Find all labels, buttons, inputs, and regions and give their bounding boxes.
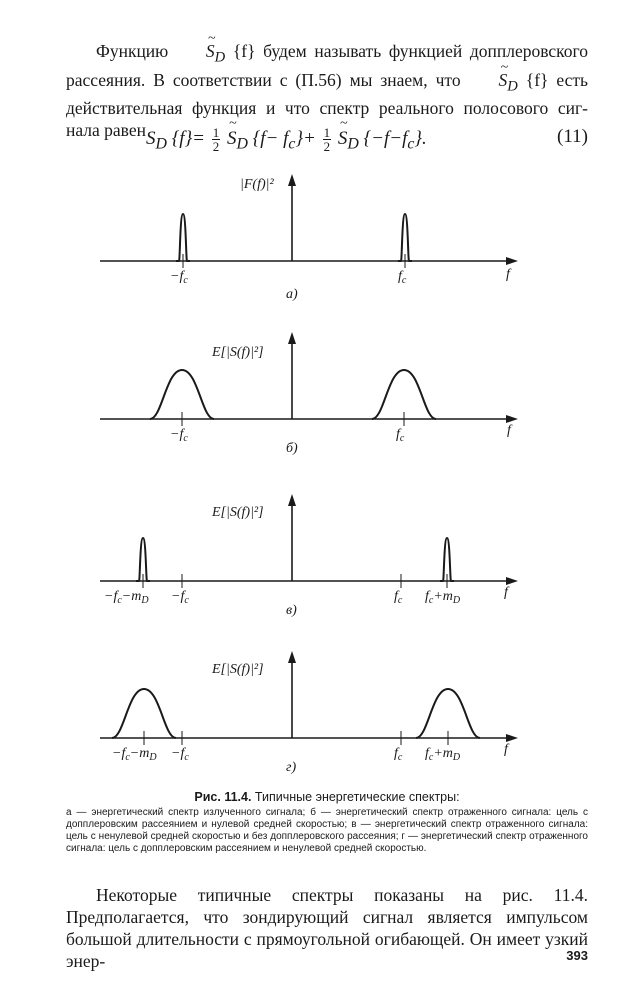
label-pos-fc: $f_c$ [398,269,407,286]
s-subscript-2: D [507,78,518,94]
eq-s-tilde-2: ~ S [338,128,348,150]
intro-line1-end: {f} будем называть функцией допплеровского [232,41,589,61]
intro-line4: нала равен [66,120,146,140]
s-tilde-symbol: ~ S [176,40,215,62]
y-axis-label: E[|S(f)|²] [212,345,264,360]
label-pos-fc-md: $f_c+m_D$ [425,589,461,606]
eq-fraction-2: $\frac{1}{2}$ [323,125,331,154]
spectrum-lobe-neg [112,689,176,738]
spectrum-peak-pos [398,214,412,261]
y-axis-label: E[|S(f)|²] [212,505,264,520]
eq-lhs-arg: {f}= [171,127,205,149]
eq-term1-end: }+ [295,127,316,149]
s-tilde-symbol-2: ~ S [469,69,508,91]
label-neg-fc: $-f_c$ [170,269,188,286]
x-axis-label: f [506,267,510,282]
page-number: 393 [566,948,588,963]
eq-term1-sub: c [288,135,296,153]
equation-number: (11) [557,126,588,147]
equation-11 [60,124,588,154]
intro-line2-end: {f} есть [525,69,588,90]
intro-line3: действительная функция и что спектр реального полосового сиг- [66,98,588,118]
eq-fraction-1: $\frac{1}{2}$ [212,125,220,154]
spectrum-lobe-neg [150,370,214,419]
panel-label-c: в) [286,603,297,618]
eq-term2-end: }. [414,127,427,149]
label-neg-fc: $-f_c$ [171,746,189,763]
panel-label-b: б) [286,441,298,456]
panel-label-a: а) [286,287,298,302]
y-axis-arrow [288,174,296,186]
y-axis-arrow [288,494,296,506]
intro-line1-start: Функцию [96,41,169,61]
spectrum-lobe-pos [416,689,480,738]
label-pos-fc: $f_c$ [396,427,405,444]
eq-lhs-sub: D [155,135,167,153]
eq-lhs: S [146,127,156,149]
intro-line2: рассеяния. В соответствии с (П.56) мы знаем, что [66,69,461,90]
x-axis-arrow [506,415,518,423]
eq-term2: {−f−f [363,127,408,149]
label-pos-fc: $f_c$ [394,746,403,763]
label-neg-fc: $-f_c$ [171,589,189,606]
spectrum-lobe-pos [372,370,436,419]
outro-text: Некоторые типичные спектры показаны на рис. 11.4. Предполагается, что зондирующий сигнал является импульсом большой длительности с прямоугольной огибающей. Он имеет узкий энер- [66,885,588,971]
label-neg-fc: $-f_c$ [170,427,188,444]
spectrum-peak-neg [176,214,190,261]
x-axis-arrow [506,734,518,742]
y-axis-label: E[|S(f)|²] [212,662,264,677]
eq-term2-sub: c [407,135,415,153]
figure-caption [66,790,588,855]
caption-title-text: Типичные энергетические спектры: [254,790,460,804]
figure-a [0,170,630,305]
equation-body [146,126,427,154]
figure-b [0,328,630,463]
panel-label-d: г) [286,760,297,775]
label-pos-fc-md: $f_c+m_D$ [425,746,461,763]
eq-term1: {f− f [252,127,289,149]
y-axis-label: |F(f)|² [240,177,274,192]
label-neg-fc-md: $-f_c-m_D$ [104,589,149,606]
x-axis-arrow [506,577,518,585]
x-axis-label: f [504,742,508,757]
y-axis-arrow [288,651,296,663]
label-pos-fc: $f_c$ [394,589,403,606]
outro-paragraph [66,884,588,972]
caption-figure-number: Рис. 11.4. [194,790,252,804]
label-neg-fc-md: $-f_c-m_D$ [112,746,157,763]
x-axis-label: f [507,423,511,438]
x-axis-arrow [506,257,518,265]
eq-sub-2: D [347,135,359,153]
eq-s-tilde-1: ~ S [227,128,237,150]
caption-body: а — энергетический спектр излученного сигнала; б — энергетический спектр отраженного сигнала: цель с допплеровским рассеянием и нулевой средней скоростью; в — энергетический спектр отраженного сигнала: цель с ненулевой средней скоростью и без допплеровского рассеяния; г — энергетический спектр отраженного сигнала: цель с допплеровским рассеянием и ненулевой средней скоростью. [66,807,588,854]
y-axis-arrow [288,332,296,344]
figure-c [0,490,630,625]
x-axis-label: f [504,585,508,600]
caption-title [66,790,588,804]
eq-sub-1: D [236,135,248,153]
figure-d [0,647,630,782]
s-subscript: D [214,49,226,66]
